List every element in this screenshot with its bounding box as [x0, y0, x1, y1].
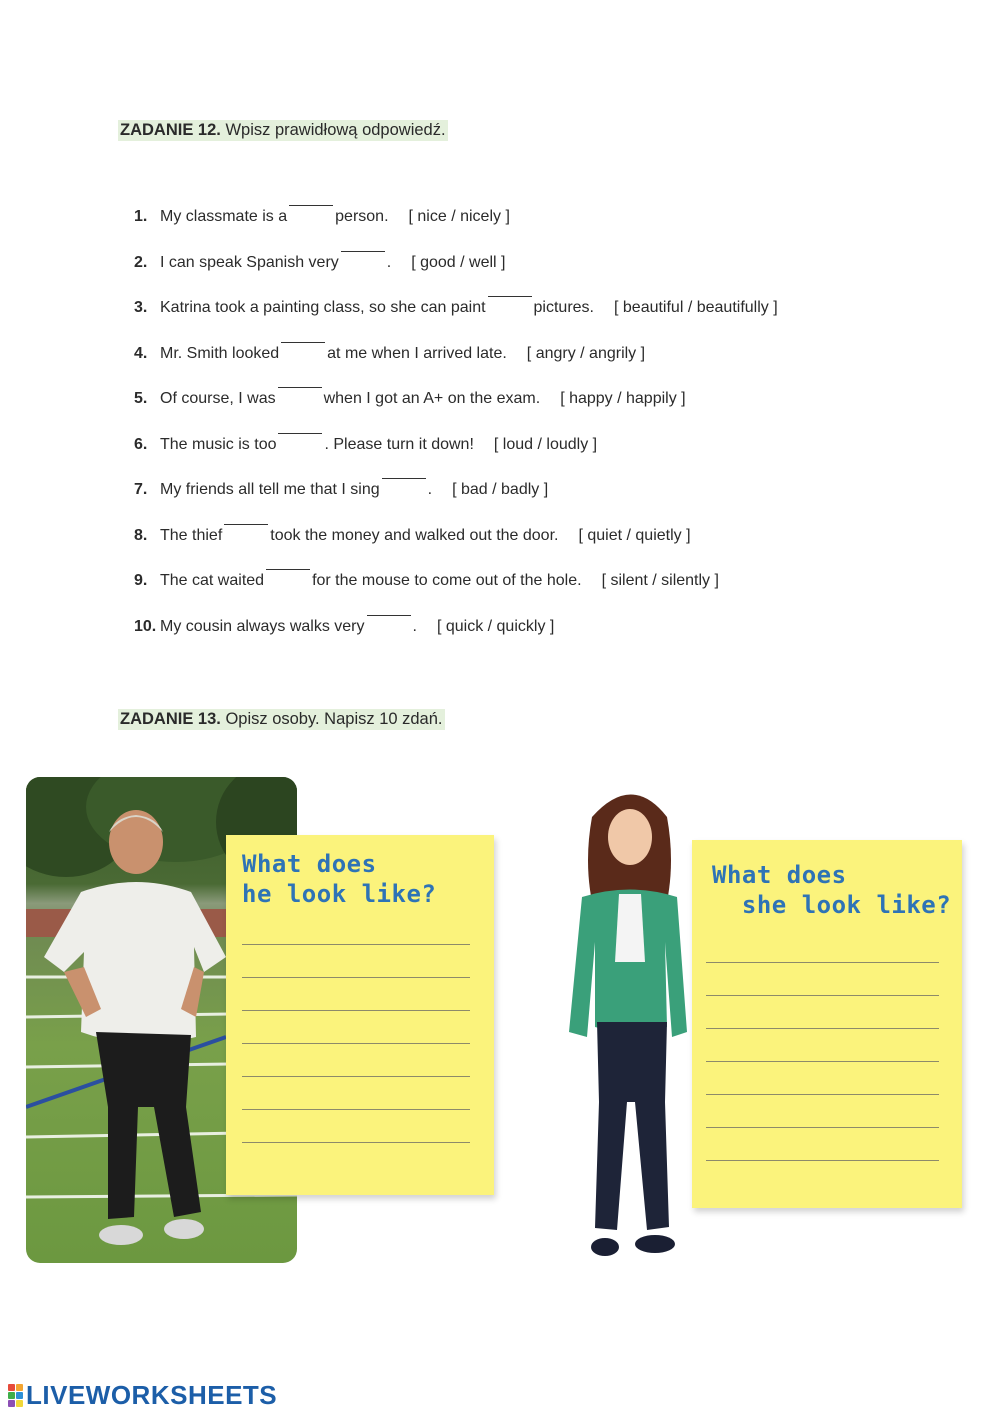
- answer-blank[interactable]: [281, 342, 325, 343]
- answer-blank[interactable]: [224, 524, 268, 525]
- exercise-text-before: I can speak Spanish very: [160, 253, 339, 271]
- exercise-list: [134, 208, 778, 663]
- exercise-text-before: The music is too: [160, 435, 277, 453]
- sticky-note-she: [692, 840, 962, 1208]
- writing-line[interactable]: [706, 1094, 939, 1095]
- exercise-text-after: when I got an A+ on the exam.: [323, 390, 541, 407]
- exercise-text-before: Of course, I was: [160, 390, 276, 407]
- answer-blank[interactable]: [278, 387, 322, 388]
- exercise-item: [134, 436, 778, 482]
- writing-line[interactable]: [242, 1010, 470, 1011]
- writing-line[interactable]: [242, 944, 470, 945]
- exercise-item: [134, 345, 778, 391]
- task-12-instruction: Wpisz prawidłową odpowiedź.: [220, 121, 446, 139]
- exercise-text-after: person.: [335, 208, 389, 225]
- answer-blank[interactable]: [278, 433, 322, 434]
- exercise-number: 9.: [134, 572, 148, 589]
- exercise-text-before: My cousin always walks very: [160, 617, 365, 635]
- answer-blank[interactable]: [289, 205, 333, 206]
- exercise-options: [ silent / silently ]: [601, 572, 719, 589]
- exercise-text-after: .: [386, 253, 392, 271]
- exercise-text-after: took the money and walked out the door.: [270, 526, 559, 544]
- answer-blank[interactable]: [382, 478, 426, 479]
- exercise-options: [ loud / loudly ]: [493, 435, 598, 453]
- exercise-number: 1.: [134, 208, 148, 225]
- exercise-number: 3.: [134, 299, 148, 316]
- writing-line[interactable]: [706, 962, 939, 963]
- exercise-text-before: Katrina took a painting class, so she can paint: [160, 299, 486, 316]
- writing-line[interactable]: [706, 995, 939, 996]
- exercise-options: [ quiet / quietly ]: [578, 526, 691, 544]
- exercise-text-before: My classmate is a: [160, 208, 288, 225]
- exercise-options: [ bad / badly ]: [452, 481, 549, 498]
- answer-blank[interactable]: [488, 296, 532, 297]
- exercise-item: [134, 572, 778, 618]
- liveworksheets-logo: [8, 1381, 277, 1409]
- exercise-options: [ nice / nicely ]: [408, 208, 510, 225]
- writing-line[interactable]: [706, 1061, 939, 1062]
- exercise-text-after: for the mouse to come out of the hole.: [312, 572, 582, 589]
- exercise-options: [ good / well ]: [411, 253, 506, 271]
- writing-line[interactable]: [242, 1142, 470, 1143]
- exercise-options: [ angry / angrily ]: [526, 344, 646, 362]
- writing-line[interactable]: [242, 977, 470, 978]
- answer-blank[interactable]: [266, 569, 310, 570]
- task-13-instruction: Opisz osoby. Napisz 10 zdań.: [220, 710, 443, 728]
- exercise-number: 4.: [134, 344, 148, 362]
- exercise-item: [134, 481, 778, 527]
- task-13-label: ZADANIE 13.: [120, 710, 221, 728]
- exercise-options: [ beautiful / beautifully ]: [614, 299, 778, 316]
- exercise-item: [134, 390, 778, 436]
- writing-line[interactable]: [706, 1127, 939, 1128]
- exercise-text-after: pictures.: [533, 299, 594, 316]
- exercise-text-after: .: [427, 481, 433, 498]
- exercise-item: [134, 254, 778, 300]
- exercise-text-after: .: [412, 617, 417, 635]
- logo-blocks-icon: [8, 1384, 23, 1407]
- exercise-number: 5.: [134, 390, 148, 407]
- exercise-number: 7.: [134, 481, 148, 498]
- writing-line[interactable]: [242, 1043, 470, 1044]
- exercise-text-before: The thief: [160, 526, 223, 544]
- exercise-number: 2.: [134, 253, 148, 271]
- exercise-item: [134, 208, 778, 254]
- exercise-item: [134, 299, 778, 345]
- exercise-item: [134, 527, 778, 573]
- task-12-label: ZADANIE 12.: [120, 121, 221, 139]
- exercise-text-before: The cat waited: [160, 572, 265, 589]
- writing-line[interactable]: [242, 1109, 470, 1110]
- logo-brand-text: LIVEWORKSHEETS: [26, 1379, 278, 1410]
- exercise-text-after: at me when I arrived late.: [327, 344, 507, 362]
- exercise-number: 6.: [134, 435, 148, 453]
- writing-line[interactable]: [706, 1160, 939, 1161]
- exercise-text-after: . Please turn it down!: [324, 435, 474, 453]
- exercise-item: [134, 618, 778, 664]
- exercise-number: 10.: [134, 617, 157, 635]
- exercise-text-before: Mr. Smith looked: [160, 344, 280, 362]
- note-he-title: What does he look like?: [242, 850, 437, 908]
- task-12-heading: [118, 120, 448, 141]
- writing-line[interactable]: [242, 1076, 470, 1077]
- sticky-note-he: [226, 835, 494, 1195]
- answer-blank[interactable]: [341, 251, 385, 252]
- exercise-options: [ happy / happily ]: [560, 390, 686, 407]
- task-13-heading: [118, 709, 445, 730]
- answer-blank[interactable]: [367, 615, 411, 616]
- exercise-number: 8.: [134, 526, 148, 544]
- exercise-options: [ quick / quickly ]: [436, 617, 555, 635]
- writing-line[interactable]: [706, 1028, 939, 1029]
- exercise-text-before: My friends all tell me that I sing: [160, 481, 380, 498]
- note-she-title: What does she look like?: [712, 861, 952, 919]
